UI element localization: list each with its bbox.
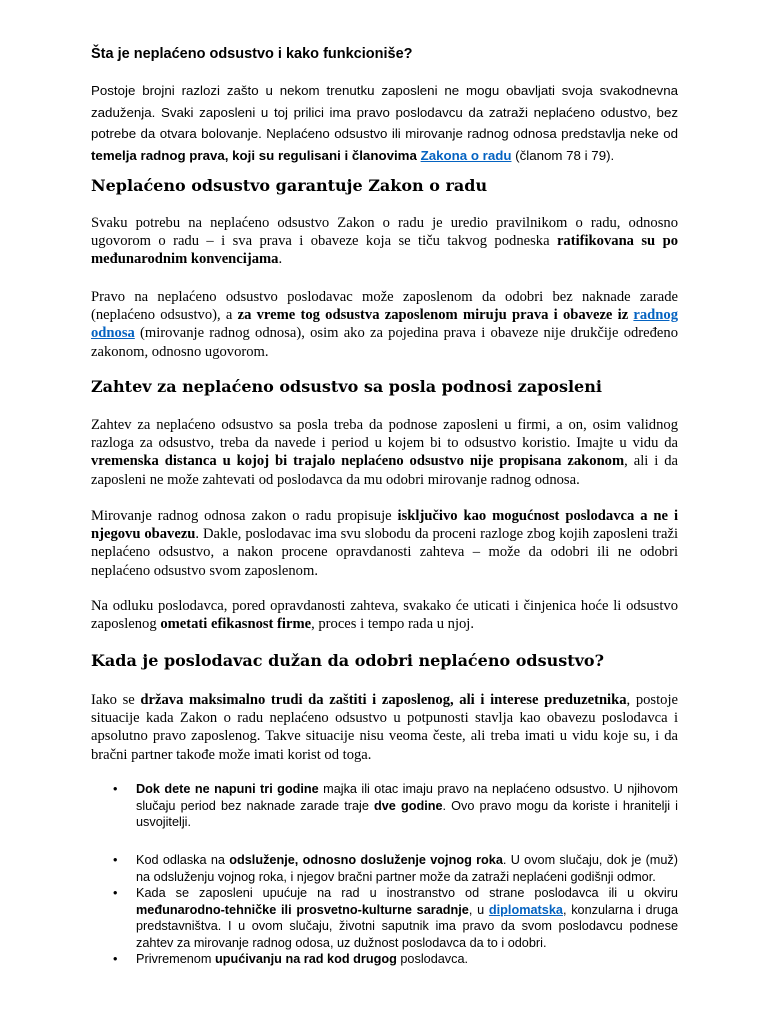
bullet-icon: • bbox=[113, 853, 118, 867]
paragraph-odluka-poslodavca: Na odluku poslodavca, pored opravdanosti zahteva, svakako će uticati i činjenica hoće li odsustvo zaposlenog ometati efikasnost firme, proces i tempo rada u njoj. bbox=[91, 598, 678, 633]
heading-garantuje-zakon: Neplaćeno odsustvo garantuje Zakon o radu bbox=[91, 176, 488, 195]
radnog-odnosa-link[interactable]: radnog odnosa bbox=[91, 307, 679, 342]
intro-bold: temelja radnog prava, koji su regulisani i članovima Zakona o radu bbox=[91, 147, 512, 163]
paragraph-drzava-trudi: Iako se država maksimalno trudi da zaštiti i zaposlenog, ali i interese preduzetnika, postoje situacije kada Zakon o radu neplaćeno odsustvo u potpunosti stavlja kao obavezu poslodavca i apsolutno pravo zaposlenog. Takve situacije nisu veoma česte, ali treba imati u vidu koje su, i da bračni partner takođe može imati korist od toga. bbox=[91, 692, 678, 763]
bullet-icon: • bbox=[113, 782, 118, 796]
paragraph-pravo-na-odsustvo: Pravo na neplaćeno odsustvo poslodavac može zaposlenom da odobri bez naknade zarade (neplaćeno odsustvo), a za vreme tog odsustva zaposlenom miruju prava i obaveze iz radnog odnosa (mirovanje radnog odnosa), osim ako za pojedina prava i obaveze nije drukčije određeno zakonom, odnosno ugovorom. bbox=[91, 289, 679, 360]
paragraph-zakon-pravilnik: Svaku potrebu na neplaćeno odsustvo Zakon o radu je uredio pravilnikom o radu, odnosno ugovorom o radu – i sva prava i obaveze koja se tiču takvog podneska ratifikovana su po međunarodnim konvencijama. bbox=[91, 215, 678, 268]
heading-kada-je-duzan: Kada je poslodavac dužan da odobri neplaćeno odsustvo? bbox=[91, 651, 604, 670]
paragraph-zahtev: Zahtev za neplaćeno odsustvo sa posla treba da podnose zaposleni u firmi, a on, osim validnog razloga za odsustvo, treba da navede i period u kojem bi to odsustvo koristio. Imajte u vidu da vremenska distanca u kojoj bi trajalo neplaćeno odsustvo nije propisana zakonom, ali i da zaposleni ne može zahtevati od poslodavca da mu odobri mirovanje radnog odnosa. bbox=[91, 417, 679, 488]
paragraph-mirovanje: Mirovanje radnog odnosa zakon o radu propisuje isključivo kao mogućnost poslodavca a ne i njegovu obavezu. Dakle, poslodavac ima svu slobodu da proceni razloge zbog kojih zaposleni traži neplaćeno odsustvo, a nakon procene opravdanosti zahteva – može da odobri ili ne odobri neplaćeno odsustvo svom zaposlenom. bbox=[91, 508, 679, 579]
zakon-o-radu-link[interactable]: Zakona o radu bbox=[420, 147, 512, 163]
intro-text-1: Postoje brojni razlozi zašto u nekom trenutku zaposleni ne mogu obavljati svoja svakodnevna zaduženja. Svaki zaposleni u toj prilici ima pravo poslodavcu da zatraži neplaćeno odustvo, bez potrebe da otvara bolovanje. Neplaćeno odsustvo ili mirovanje radnog odnosa predstavlja neke od bbox=[91, 83, 678, 141]
document-title: Šta je neplaćeno odsustvo i kako funkcioniše? bbox=[91, 46, 413, 62]
list-item-vojni-rok: • Kod odlaska na odsluženje, odnosno dosluženje vojnog roka. U ovom slučaju, dok je (muž) na odsluženju vojnog roka, i njegov bračni partner može da zatraži neplaćeni godišnji odmor. bbox=[113, 853, 679, 884]
bold-vremenska-distanca: vremenska distanca u kojoj bi trajalo neplaćeno odsustvo nije propisana zakonom bbox=[91, 453, 625, 470]
list-item-dete: • Dok dete ne napuni tri godine majka ili otac imaju pravo na neplaćeno odsustvo. U njihovom slučaju period bez naknade zarade traje dve godine. Ovo pravo mogu da koriste i hranitelji i usvojitelji. bbox=[113, 782, 679, 829]
bullet-icon: • bbox=[113, 952, 118, 966]
intro-paragraph bbox=[91, 80, 678, 166]
bullet-icon: • bbox=[113, 886, 118, 900]
bold-drzava-maksimalno: država maksimalno trudi da zaštiti i zaposlenog, ali i interese preduzetnika bbox=[140, 692, 627, 708]
diplomatska-link[interactable]: diplomatska bbox=[488, 902, 563, 917]
intro-text-2: (članom 78 i 79). bbox=[511, 147, 615, 163]
obligation-list-2 bbox=[91, 852, 678, 968]
bold-ratifikovana: ratifikovana su po međunarodnim konvencijama bbox=[91, 233, 678, 268]
list-item-inostranstvo: • Kada se zaposleni upućuje na rad u inostranstvo od strane poslodavca ili u okviru međunarodno-tehničke ili prosvetno-kulturne saradnje, u diplomatska, konzularna i druga predstavništva. I u ovom slučaju, životni saputnik ima pravo da svom poslodavcu podnese zahtev za mirovanje radnog odosa, uz dužnost poslodavca da to i odobri. bbox=[113, 886, 678, 950]
list-item-drugi-poslodavac: • Privremenom upućivanju na rad kod drugog poslodavca. bbox=[113, 952, 469, 966]
bold-miruju-prava: za vreme tog odsustva zaposlenom miruju prava i obaveze iz radnog odnosa bbox=[91, 307, 679, 342]
bold-iskljucivo-mogucnost: isključivo kao mogućnost poslodavca a ne i njegovu obavezu bbox=[91, 508, 678, 543]
obligation-list-1 bbox=[91, 781, 678, 831]
heading-zahtev-podnosi-zaposleni: Zahtev za neplaćeno odsustvo sa posla podnosi zaposleni bbox=[91, 377, 602, 396]
bold-ometati-efikasnost: ometati efikasnost firme bbox=[160, 616, 312, 633]
